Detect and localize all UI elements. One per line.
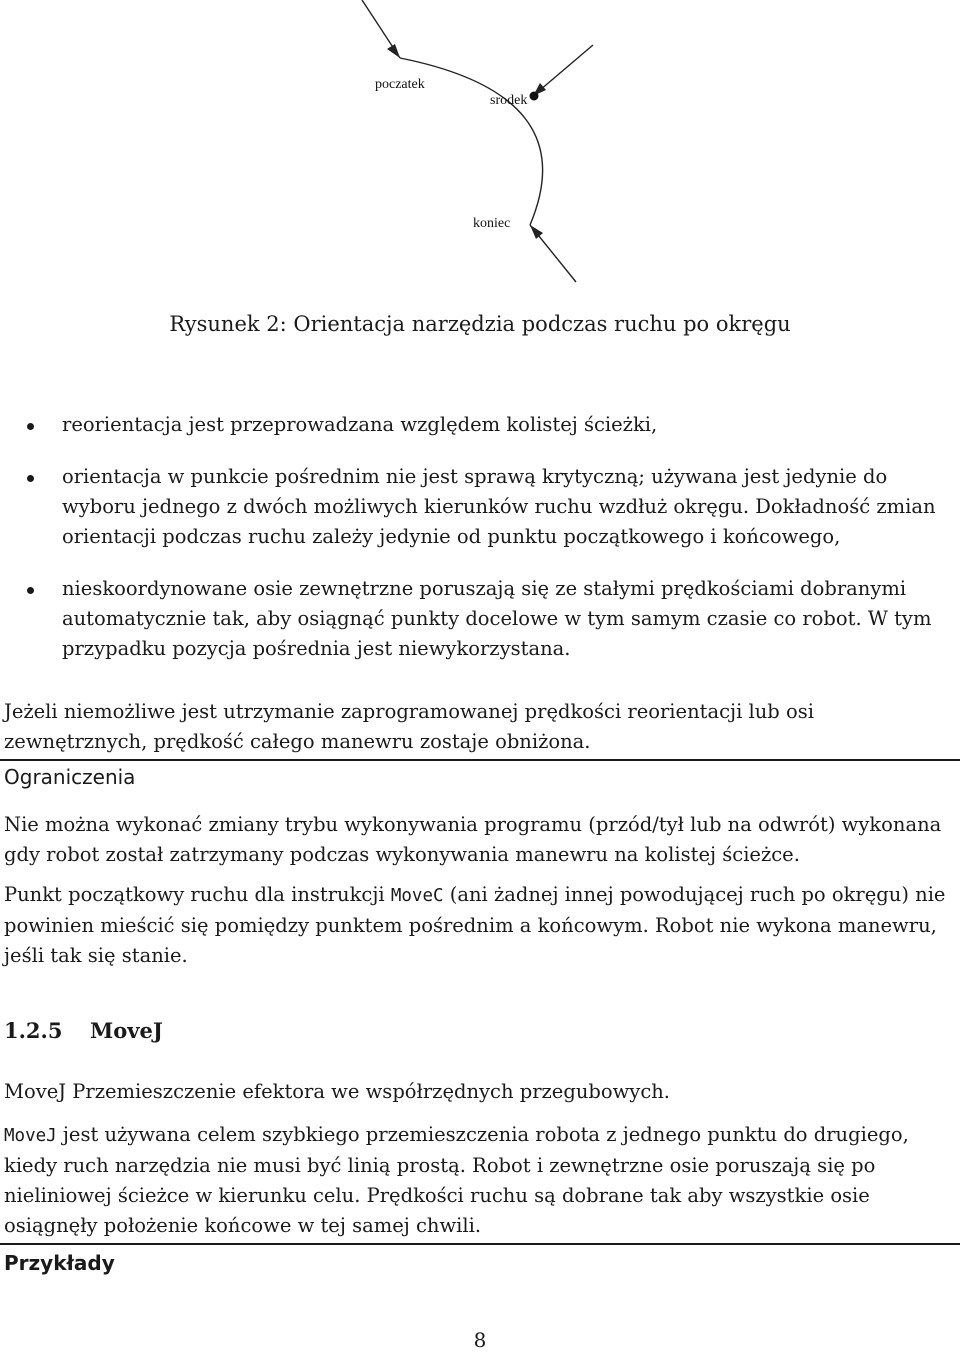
section-rule [0, 1243, 960, 1245]
paragraph-limits-2 [4, 880, 958, 971]
bullet-text: orientacja w punkcie pośrednim nie jest sprawą krytyczną; używana jest jedynie do wyboru jednego z dwóch możliwych kierunków ruchu wzdłuż okręgu. Dokładność zmian orientacji podczas ruchu zależy jedynie od punktu początkowego i końcowego, [62, 465, 936, 548]
paragraph-movej-definition: MoveJ Przemieszczenie efektora we współrzędnych przegubowych. [4, 1080, 670, 1103]
section-title: MoveJ [90, 1018, 163, 1043]
paragraph-limits-2-text-a: Punkt początkowy ruchu dla instrukcji [4, 883, 391, 906]
start-arrowhead [387, 44, 400, 58]
heading-examples: Przykłady [4, 1251, 115, 1275]
section-heading [4, 1018, 163, 1043]
paragraph-movej-description [4, 1120, 958, 1241]
section-number: 1.2.5 [4, 1018, 63, 1043]
bullet-dot-icon [27, 423, 34, 430]
heading-limitations: Ograniczenia [4, 765, 136, 789]
bullet-dot-icon [27, 475, 34, 482]
code-movej: MoveJ [4, 1126, 57, 1146]
figure-drawing [340, 0, 600, 290]
figure-label-end: koniec [473, 216, 511, 231]
code-movec: MoveC [390, 886, 444, 906]
figure-label-start: poczatek [375, 77, 425, 92]
mid-point-dot [530, 92, 539, 101]
paragraph-speed: Jeżeli niemożliwe jest utrzymanie zaprogramowanej prędkości reorientacji lub osi zewnętrznych, prędkość całego manewru zostaje obniżona. [4, 700, 814, 753]
figure-label-mid: srodek [490, 93, 528, 108]
bullet-text: reorientacja jest przeprowadzana względem kolistej ścieżki, [62, 413, 658, 436]
section-rule [0, 759, 960, 761]
paragraph-limits-1: Nie można wykonać zmiany trybu wykonywania programu (przód/tył lub na odwrót) wykonana gdy robot został zatrzymany podczas wykonywania manewru na kolistej ścieżce. [4, 813, 942, 866]
figure-caption: Rysunek 2: Orientacja narzędzia podczas ruchu po okręgu [169, 312, 791, 336]
paragraph-limits-2-text-b: (ani żadnej innej powodującej ruch po okręgu) nie powinien mieścić się pomiędzy punktem pośrednim a końcowym. Robot nie wykona manewru, jeśli tak się stanie. [4, 883, 946, 967]
orientation-figure [340, 0, 600, 290]
bullet-text: nieskoordynowane osie zewnętrzne poruszają się ze stałymi prędkościami dobranymi automatycznie tak, aby osiągnąć punkty docelowe w tym samym czasie co robot. W tym przypadku pozycja pośrednia jest niewykorzystana. [62, 577, 932, 660]
paragraph-movej-text: jest używana celem szybkiego przemieszczenia robota z jednego punktu do drugiego, kiedy ruch narzędzia nie musi być linią prostą. Robot i zewnętrzne osie poruszają się po nieliniowej ścieżce w kierunku celu. Prędkości ruchu są dobrane tak aby wszystkie osie osiągnęły położenie końcowe w tej samej chwili. [4, 1123, 909, 1237]
bullet-dot-icon [27, 587, 34, 594]
page-number: 8 [473, 1328, 487, 1352]
end-arrowhead [530, 225, 543, 239]
